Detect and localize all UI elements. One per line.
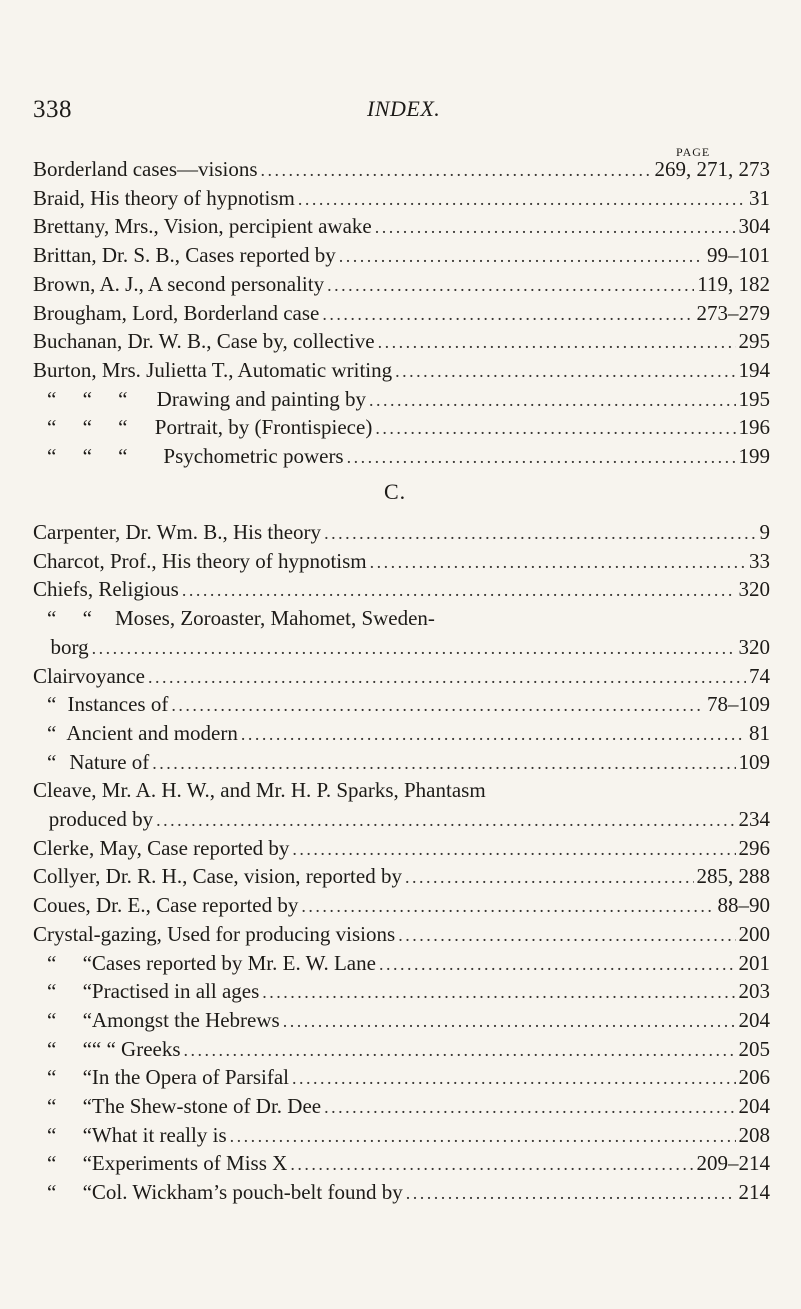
entry-text: Coues, Dr. E., Case reported by: [33, 893, 299, 917]
entry-pages: 74: [749, 664, 770, 688]
entry-text: Collyer, Dr. R. H., Case, vision, reported by: [33, 864, 402, 888]
index-entry: [33, 633, 770, 661]
entry-text: Portrait, by (Frontispiece): [154, 415, 373, 439]
dot-leader: [395, 357, 735, 385]
entry-text: Ancient and modern: [66, 721, 238, 745]
dot-leader: [283, 1007, 736, 1035]
ditto-marks: “ “: [47, 1123, 92, 1147]
index-entry: [33, 862, 770, 890]
entry-text: Moses, Zoroaster, Mahomet, Sweden-: [115, 606, 435, 630]
index-entry: [33, 1178, 770, 1206]
dot-leader: [298, 185, 746, 213]
entry-pages: 9: [759, 520, 770, 544]
entry-pages: 201: [738, 951, 770, 975]
index-entry: [33, 690, 770, 718]
entry-text: Experiments of Miss X: [91, 1151, 288, 1175]
dot-leader: [405, 863, 694, 891]
ditto-marks: “ “: [47, 606, 92, 630]
entry-pages: 200: [738, 922, 770, 946]
entry-pages: 234: [738, 807, 770, 831]
ditto-marks: “ “: [47, 1151, 92, 1175]
entry-text: Crystal-gazing, Used for producing visions: [33, 922, 396, 946]
index-entry: [33, 575, 770, 603]
entry-pages: 109: [738, 750, 770, 774]
ditto-marks: “ “: [47, 1008, 92, 1032]
dot-leader: [324, 519, 756, 547]
entry-pages: 204: [738, 1008, 770, 1032]
dot-leader: [322, 300, 693, 328]
page-column-label: PAGE: [676, 145, 711, 159]
entry-text: Chiefs, Religious: [33, 577, 179, 601]
entry-text: borg: [50, 635, 89, 659]
index-entry: [33, 413, 770, 441]
ditto-marks: “ “: [47, 1180, 92, 1204]
dot-leader: [327, 271, 694, 299]
index-entry: [33, 977, 770, 1005]
entry-text: Cases reported by Mr. E. W. Lane: [91, 951, 376, 975]
index-entry: [33, 241, 770, 269]
entry-text: In the Opera of Parsifal: [91, 1065, 289, 1089]
dot-leader: [375, 213, 736, 241]
index-entry: [33, 776, 770, 804]
entry-text: Instances of: [67, 692, 169, 716]
dot-leader: [184, 1036, 736, 1064]
dot-leader: [347, 443, 736, 471]
index-entry: [33, 184, 770, 212]
entry-pages: 295: [738, 329, 770, 353]
dot-leader: [379, 950, 736, 978]
ditto-marks: “ “ “: [47, 444, 128, 468]
section-letter-c: C.: [384, 479, 407, 504]
dot-leader: [370, 548, 746, 576]
dot-leader: [156, 806, 735, 834]
entry-pages: 119, 182: [697, 272, 770, 296]
dot-leader: [301, 892, 714, 920]
ditto-marks: “ “: [47, 951, 92, 975]
index-entry: [33, 1035, 770, 1063]
entry-pages: 209–214: [696, 1151, 770, 1175]
index-entry: [33, 1006, 770, 1034]
entry-text: Psychometric powers: [163, 444, 344, 468]
index-entry: [33, 1092, 770, 1120]
ditto-marks: “ “: [47, 1065, 92, 1089]
entry-pages: 196: [738, 415, 770, 439]
index-entry: [33, 1121, 770, 1149]
ditto-marks: “: [47, 750, 57, 774]
dot-leader: [92, 634, 736, 662]
entry-text: Col. Wickham’s pouch-belt found by: [91, 1180, 403, 1204]
entry-pages: 204: [738, 1094, 770, 1118]
entry-text: Buchanan, Dr. W. B., Case by, collective: [33, 329, 375, 353]
index-entry: [33, 748, 770, 776]
index-entry: [33, 299, 770, 327]
entry-pages: 304: [738, 214, 770, 238]
page-number: 338: [33, 96, 72, 123]
ditto-marks: “: [47, 721, 57, 745]
entry-text: Charcot, Prof., His theory of hypnotism: [33, 549, 367, 573]
entry-pages: 296: [738, 836, 770, 860]
entry-text: Brougham, Lord, Borderland case: [33, 301, 320, 325]
entry-text: Drawing and painting by: [156, 387, 367, 411]
entry-text: “ “ Greeks: [91, 1037, 181, 1061]
index-entry: [33, 547, 770, 575]
entry-text: Braid, His theory of hypnotism: [33, 186, 295, 210]
entry-text: Brittan, Dr. S. B., Cases reported by: [33, 243, 336, 267]
index-entry: [33, 385, 770, 413]
dot-leader: [339, 242, 704, 270]
entry-pages: 273–279: [696, 301, 770, 325]
dot-leader: [375, 414, 735, 442]
index-entry: [33, 356, 770, 384]
index-entry: [33, 920, 770, 948]
index-entry: [33, 155, 770, 183]
index-entry: [33, 1149, 770, 1177]
entry-pages: 320: [738, 635, 770, 659]
dot-leader: [182, 576, 736, 604]
entry-pages: 269, 271, 273: [654, 157, 770, 181]
entry-text: Brettany, Mrs., Vision, percipient awake: [33, 214, 372, 238]
dot-leader: [261, 156, 652, 184]
entry-text: produced by: [48, 807, 154, 831]
entry-pages: 205: [738, 1037, 770, 1061]
entry-text: Amongst the Hebrews: [91, 1008, 280, 1032]
dot-leader: [290, 1150, 693, 1178]
index-entry: [33, 662, 770, 690]
entry-text: Carpenter, Dr. Wm. B., His theory: [33, 520, 322, 544]
entry-text: Cleave, Mr. A. H. W., and Mr. H. P. Sparks, Phantasm: [33, 778, 486, 802]
index-entry: [33, 518, 770, 546]
entry-text: The Shew-stone of Dr. Dee: [91, 1094, 322, 1118]
index-entry: [33, 805, 770, 833]
dot-leader: [292, 1064, 736, 1092]
index-entry: [33, 327, 770, 355]
index-entry: [33, 891, 770, 919]
index-entry: [33, 949, 770, 977]
entry-pages: 203: [738, 979, 770, 1003]
entry-pages: 88–90: [717, 893, 770, 917]
index-entry: [33, 270, 770, 298]
ditto-marks: “ “: [47, 1037, 92, 1061]
running-title: INDEX.: [367, 96, 441, 121]
ditto-marks: “ “ “: [47, 387, 128, 411]
index-entry: [33, 1063, 770, 1091]
index-entry: [33, 834, 770, 862]
entry-pages: 81: [749, 721, 770, 745]
entry-pages: 214: [738, 1180, 770, 1204]
entry-pages: 206: [738, 1065, 770, 1089]
entry-text: Borderland cases—visions: [33, 157, 258, 181]
entry-pages: 194: [738, 358, 770, 382]
dot-leader: [369, 386, 735, 414]
dot-leader: [262, 978, 735, 1006]
entry-text: Brown, A. J., A second personality: [33, 272, 325, 296]
entry-text: Nature of: [69, 750, 150, 774]
ditto-marks: “: [47, 692, 57, 716]
entry-pages: 285, 288: [696, 864, 770, 888]
ditto-marks: “ “: [47, 979, 92, 1003]
ditto-marks: “ “ “: [47, 415, 128, 439]
entry-text: Practised in all ages: [91, 979, 260, 1003]
dot-leader: [241, 720, 746, 748]
dot-leader: [378, 328, 736, 356]
entry-pages: 320: [738, 577, 770, 601]
index-entry: [33, 212, 770, 240]
entry-pages: 199: [738, 444, 770, 468]
entry-pages: 195: [738, 387, 770, 411]
dot-leader: [292, 835, 735, 863]
dot-leader: [398, 921, 735, 949]
entry-pages: 33: [749, 549, 770, 573]
entry-pages: 31: [749, 186, 770, 210]
dot-leader: [148, 663, 746, 691]
ditto-marks: “ “: [47, 1094, 92, 1118]
entry-text: Clairvoyance: [33, 664, 145, 688]
dot-leader: [230, 1122, 736, 1150]
entry-pages: 99–101: [707, 243, 770, 267]
dot-leader: [152, 749, 735, 777]
index-entry: [33, 719, 770, 747]
dot-leader: [406, 1179, 736, 1207]
dot-leader: [324, 1093, 735, 1121]
dot-leader: [171, 691, 704, 719]
entry-pages: 208: [738, 1123, 770, 1147]
entry-pages: 78–109: [707, 692, 770, 716]
entry-text: Burton, Mrs. Julietta T., Automatic writing: [33, 358, 393, 382]
entry-text: What it really is: [91, 1123, 227, 1147]
index-entry: [33, 604, 770, 632]
index-entry: [33, 442, 770, 470]
entry-text: Clerke, May, Case reported by: [33, 836, 290, 860]
